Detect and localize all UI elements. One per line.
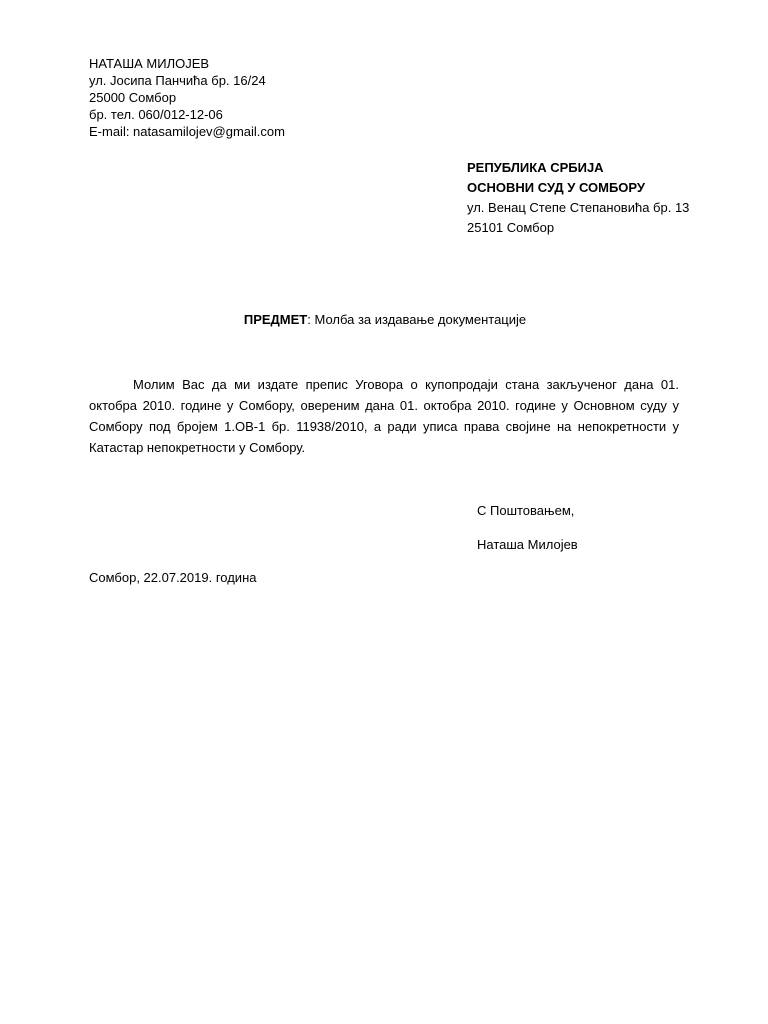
recipient-street: ул. Венац Степе Степановића бр. 13	[467, 200, 690, 215]
subject-line	[0, 311, 768, 328]
closing-salutation: С Поштовањем,	[477, 503, 575, 518]
subject-separator: :	[307, 312, 311, 327]
subject-label: ПРЕДМЕТ	[243, 312, 308, 327]
place-and-date: Сомбор, 22.07.2019. година	[89, 570, 257, 585]
recipient-court: ОСНОВНИ СУД У СОМБОРУ	[467, 180, 645, 195]
sender-email: E-mail: natasamilojev@gmail.com	[89, 124, 285, 139]
sender-city: 25000 Сомбор	[89, 90, 177, 105]
sender-street: ул. Јосипа Панчића бр. 16/24	[89, 73, 266, 88]
recipient-address-block	[467, 158, 689, 238]
sender-address-block	[89, 55, 285, 140]
recipient-city: 25101 Сомбор	[467, 220, 555, 235]
subject-text: Молба за издавање документације	[310, 312, 527, 327]
request-paragraph: Молим Вас да ми издате препис Уговора о купопродаји стана закљученог дана 01. октобра 2010. године у Сомбору, овереним дана 01. октобра 2010. године у Основном суду у Сомбору под бројем 1.ОВ-1 бр. 11938/2010, а ради уписа права својине на непокретности у Катастар непокретности у Сомбору.	[89, 377, 679, 455]
sender-name: НАТАША МИЛОЈЕВ	[89, 56, 210, 71]
signature-name: Наташа Милојев	[477, 537, 578, 552]
sender-phone: бр. тел. 060/012-12-06	[89, 107, 223, 122]
recipient-country: РЕПУБЛИКА СРБИЈА	[467, 160, 604, 175]
